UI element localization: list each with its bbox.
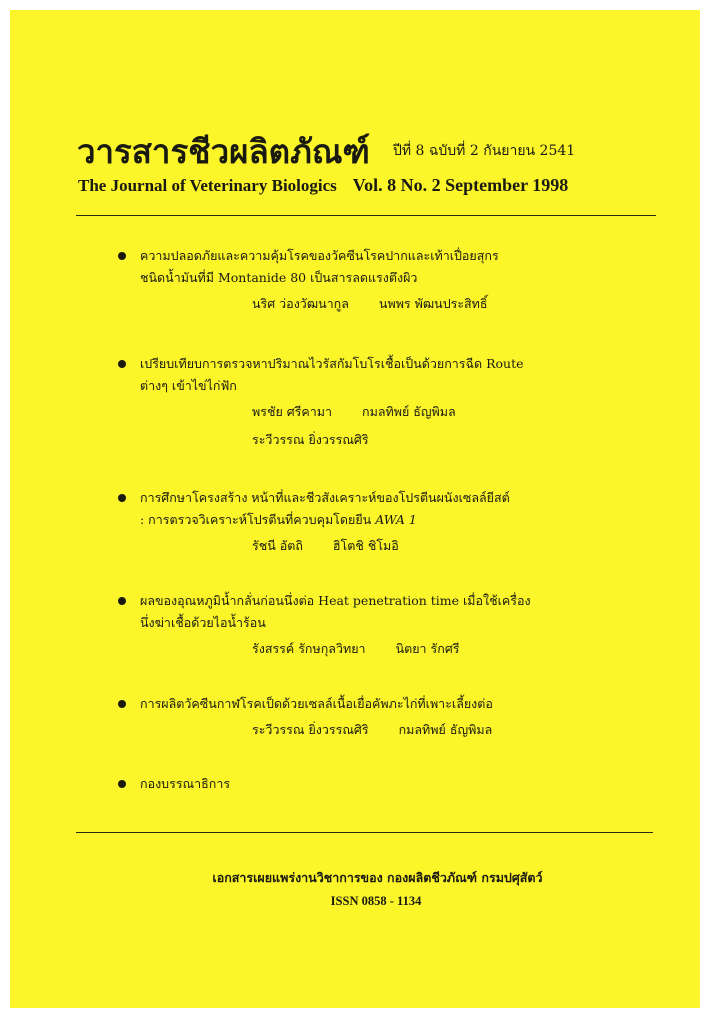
contents-item-4 <box>122 590 531 660</box>
contents-item-6 <box>122 773 230 795</box>
article-authors <box>252 535 510 557</box>
author-name: รัชนี อัตถิ <box>252 538 303 553</box>
footer-divider <box>76 832 653 833</box>
article-title-line: เปรียบเทียบการตรวจหาปริมาณไวรัสกัมโบโรเชื้อเป็นด้วยการฉีด Route <box>140 356 524 371</box>
author-name: ระวีวรรณ ยิ่งวรรณศิริ <box>252 722 369 737</box>
article-subtitle: : การตรวจวิเคราะห์โปรตีนที่ควบคุมโดยยีน <box>140 512 376 527</box>
header-english <box>78 175 568 196</box>
article-authors <box>252 638 531 660</box>
header-thai <box>77 125 575 178</box>
contents-item-3 <box>122 487 510 557</box>
article-authors <box>252 719 493 741</box>
contents-item-1 <box>122 245 499 315</box>
bullet-icon <box>118 245 128 267</box>
issue-info-english: Vol. 8 No. 2 September 1998 <box>352 175 569 195</box>
author-name: พรชัย ศรีคามา <box>252 404 333 419</box>
article-title-line: การศึกษาโครงสร้าง หน้าที่และชีวสังเคราะห์ของโปรตีนผนังเซลล์ยีสต์ <box>140 490 510 505</box>
author-name: ฮิโตชิ ชิโมอิ <box>332 538 399 553</box>
author-name: นิตยา รักศรี <box>395 641 460 656</box>
author-name: ระวีวรรณ ยิ่งวรรณศิริ <box>252 432 369 447</box>
bullet-icon <box>118 353 128 375</box>
author-name: กมลทิพย์ ธัญพิมล <box>362 404 456 419</box>
author-name: นพพร พัฒนประสิทธิ์ <box>378 296 488 311</box>
article-authors <box>252 293 499 315</box>
issue-info-thai: ปีที่ 8 ฉบับที่ 2 กันยายน 2541 <box>392 143 576 159</box>
bullet-icon <box>118 487 128 509</box>
article-title-line: ผลของอุณหภูมิน้ำกลั่นก่อนนึ่งต่อ Heat penetration time เมื่อใช้เครื่อง <box>140 593 531 608</box>
article-authors <box>252 429 524 451</box>
issn <box>10 894 700 909</box>
author-name: กมลทิพย์ ธัญพิมล <box>398 722 493 737</box>
bullet-icon <box>118 590 128 612</box>
article-authors <box>252 401 524 423</box>
article-title-line: การผลิตวัคซีนกาฬโรคเป็ดด้วยเซลล์เนื้อเยื่อคัพภะไก่ที่เพาะเลี้ยงต่อ <box>140 696 493 711</box>
publisher-note <box>10 868 700 888</box>
author-name: นริศ ว่องวัฒนากูล <box>252 296 349 311</box>
author-name: รังสรรค์ รักษกุลวิทยา <box>252 641 366 656</box>
article-title-line: นึ่งฆ่าเชื้อด้วยไอน้ำร้อน <box>140 615 266 630</box>
journal-cover <box>10 10 700 1008</box>
article-title-line <box>140 509 510 531</box>
gene-name: AWA 1 <box>375 512 417 527</box>
header-divider <box>76 215 656 216</box>
journal-title-english: The Journal of Veterinary Biologics <box>78 176 337 195</box>
contents-entry-editorial: กองบรรณาธิการ <box>140 776 231 791</box>
publisher-text: เอกสารเผยแพร่งานวิชาการของ กองผลิตชีวภัณฑ์ กรมปศุสัตว์ <box>212 870 543 885</box>
article-title-line: ชนิดน้ำมันที่มี Montanide 80 เป็นสารลดแรงตึงผิว <box>140 270 418 285</box>
article-title-line: ต่างๆ เข้าไข่ไก่ฟัก <box>140 378 237 393</box>
bullet-icon <box>118 693 128 715</box>
bullet-icon <box>118 773 128 795</box>
issn-number: ISSN 0858 - 1134 <box>330 894 422 908</box>
contents-item-2 <box>122 353 524 451</box>
journal-title-thai: วารสารชีวผลิตภัณฑ์ <box>77 132 370 171</box>
article-title-line: ความปลอดภัยและความคุ้มโรคของวัคซีนโรคปากและเท้าเปื่อยสุกร <box>140 248 499 263</box>
contents-item-5 <box>122 693 493 741</box>
